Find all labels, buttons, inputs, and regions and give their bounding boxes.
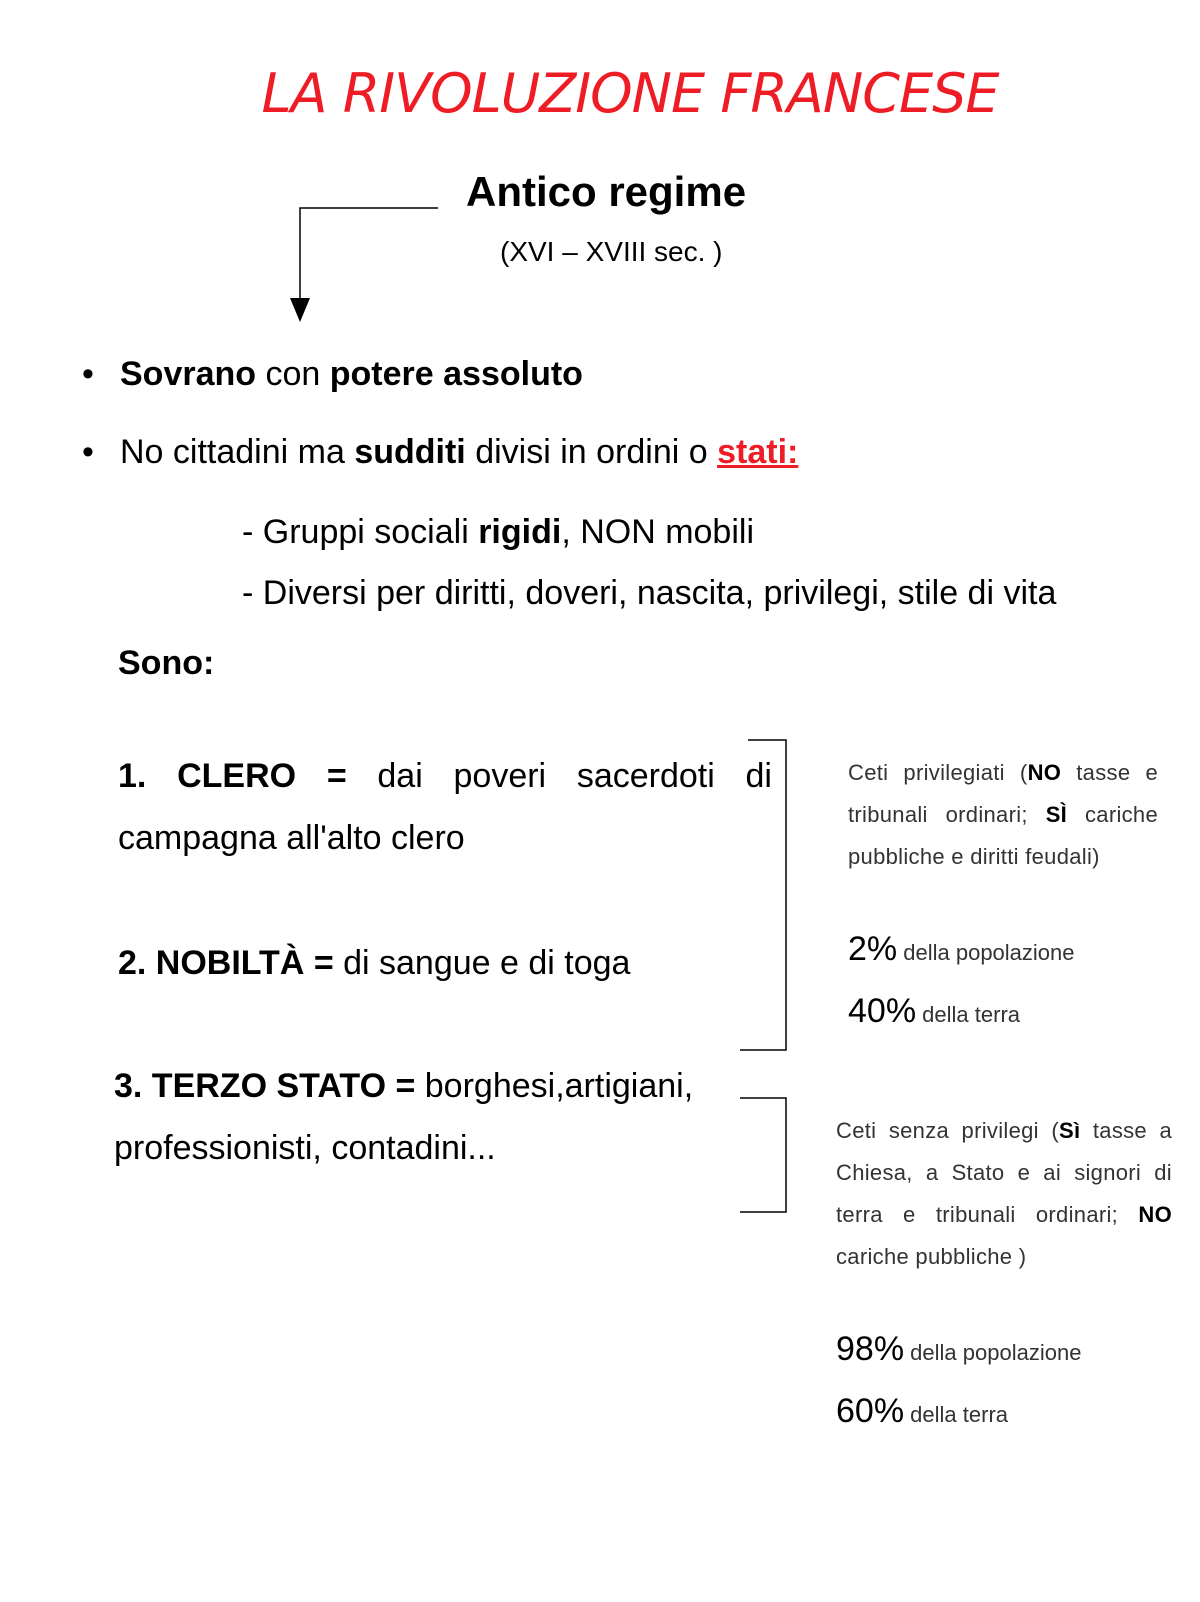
stati-link[interactable]: stati: bbox=[717, 433, 799, 471]
stat-text: della terra bbox=[904, 1402, 1009, 1427]
stat-percentage: 98% bbox=[836, 1330, 905, 1368]
heading-arrow-line bbox=[300, 208, 438, 300]
bullet-bold: potere assoluto bbox=[329, 355, 583, 393]
bullet-bold: Sovrano bbox=[120, 355, 257, 393]
sono-label: Sono: bbox=[118, 644, 215, 682]
stat-text: della terra bbox=[916, 1002, 1021, 1027]
privileged-note bbox=[848, 752, 1158, 878]
note-bold: Sì bbox=[1058, 1118, 1081, 1143]
stat-percentage: 40% bbox=[848, 992, 917, 1030]
estate-clergy bbox=[118, 745, 772, 869]
estate-label: 1. CLERO = bbox=[118, 757, 347, 795]
estate-text: borghesi,artigiani, professionisti, contadini... bbox=[114, 1067, 694, 1167]
section-heading: Antico regime bbox=[466, 168, 747, 215]
bullet-text: con bbox=[256, 355, 330, 393]
stat-percentage: 60% bbox=[836, 1392, 905, 1430]
third-estate-bracket bbox=[740, 1098, 786, 1212]
dash-text: - Gruppi sociali bbox=[242, 513, 479, 551]
estate-text: di sangue e di toga bbox=[333, 944, 631, 982]
note-text: cariche pubbliche ) bbox=[836, 1244, 1027, 1269]
note-bold: NO bbox=[1138, 1202, 1172, 1227]
note-bold: SÌ bbox=[1045, 802, 1068, 827]
period-label: (XVI – XVIII sec. ) bbox=[500, 236, 723, 267]
stat-text: della popolazione bbox=[897, 940, 1075, 965]
bullet-bold: sudditi bbox=[354, 433, 466, 471]
bullet-subjects bbox=[82, 433, 798, 472]
stat-privileged-population bbox=[848, 930, 1075, 969]
estate-label: 3. TERZO STATO = bbox=[114, 1067, 416, 1105]
note-bold: NO bbox=[1027, 760, 1062, 785]
dash-text: , NON mobili bbox=[561, 513, 755, 551]
bullet-sovereign bbox=[82, 355, 583, 394]
heading-arrow-head bbox=[290, 298, 310, 322]
bullet-text: No cittadini ma bbox=[120, 433, 355, 471]
bullet-dot: • bbox=[82, 433, 94, 471]
stat-percentage: 2% bbox=[848, 930, 898, 968]
note-text: Ceti senza privilegi ( bbox=[836, 1118, 1059, 1143]
bullet-dot: • bbox=[82, 355, 94, 393]
note-text: Ceti privilegiati ( bbox=[848, 760, 1028, 785]
stat-text: della popolazione bbox=[904, 1340, 1082, 1365]
estate-third bbox=[114, 1055, 740, 1179]
note-text: tasse a Chiesa, a Stato e ai signori di terra e tribunali ordinari; bbox=[836, 1118, 1172, 1227]
page-title: LA RIVOLUZIONE FRANCESE bbox=[261, 62, 999, 125]
dash-bold: rigidi bbox=[478, 513, 562, 551]
stat-third-population bbox=[836, 1330, 1081, 1369]
estate-nobility bbox=[118, 932, 630, 994]
stat-privileged-land bbox=[848, 992, 1020, 1031]
estate-label: 2. NOBILTÀ = bbox=[118, 944, 334, 982]
estate-text: dai poveri sacerdoti di campagna all'alto clero bbox=[118, 757, 772, 857]
stat-third-land bbox=[836, 1392, 1008, 1431]
dash-different: - Diversi per diritti, doveri, nascita, privilegi, stile di vita bbox=[242, 574, 1057, 612]
third-estate-note bbox=[836, 1110, 1172, 1278]
dash-rigid-groups bbox=[242, 513, 754, 552]
note-text: cariche pubbliche e diritti feudali) bbox=[848, 802, 1158, 869]
bullet-text: divisi in ordini o bbox=[465, 433, 718, 471]
note-text: tasse e tribunali ordinari; bbox=[848, 760, 1158, 827]
